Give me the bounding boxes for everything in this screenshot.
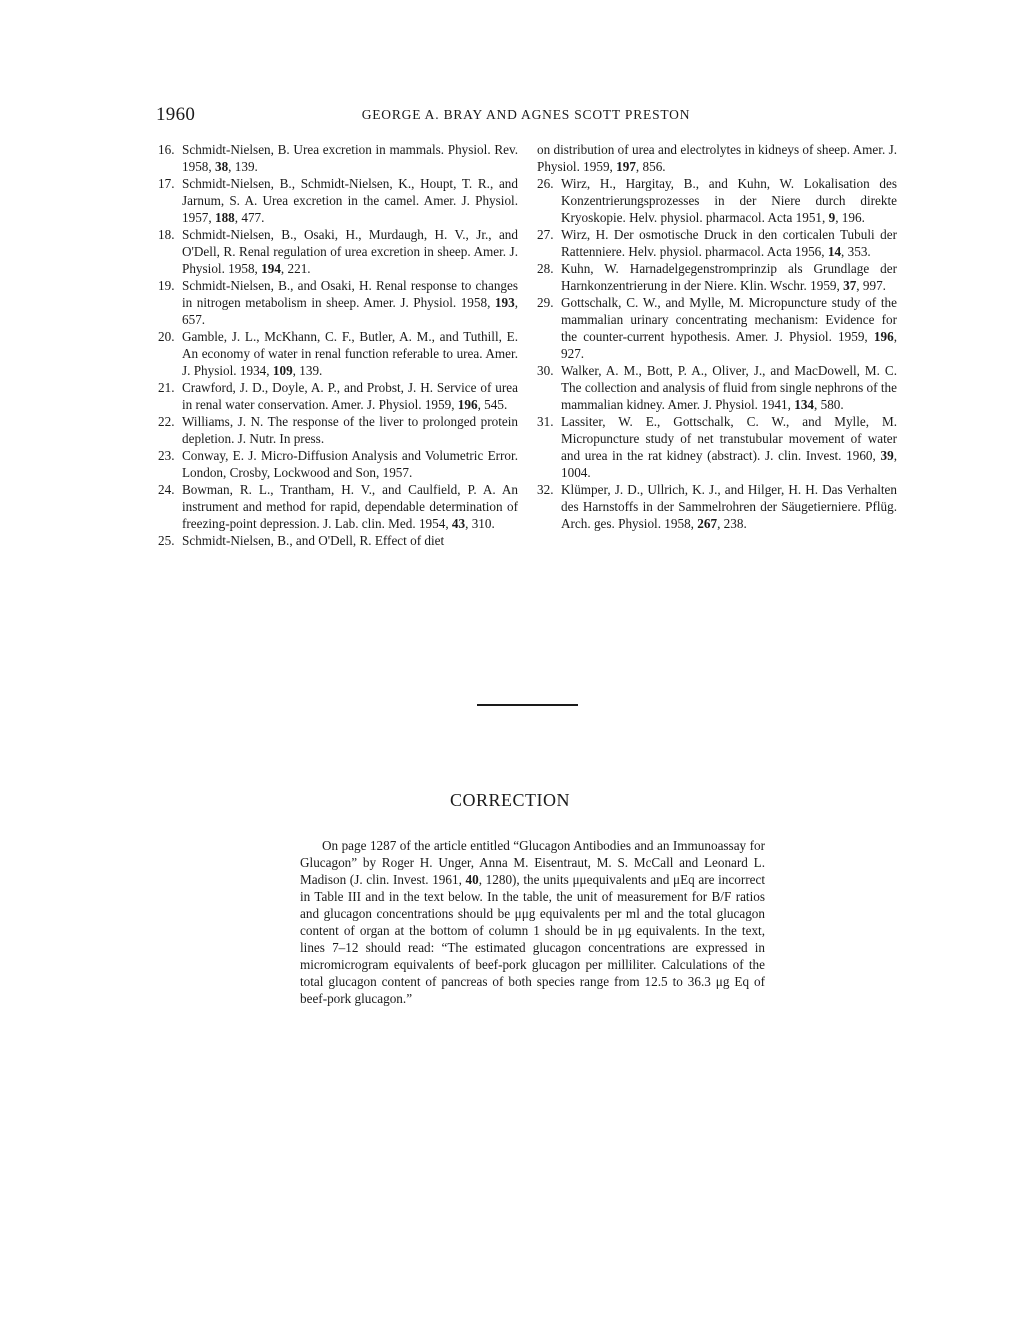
reference-item (158, 447, 518, 481)
page-number: 1960 (156, 104, 196, 125)
reference-text: Wirz, H. Der osmotische Druck in den corticalen Tubuli der Rattenniere. Helv. physiol. pharmacol. Acta 1956, 14, 353. (561, 227, 897, 259)
reference-item (537, 362, 897, 413)
reference-number: 16. (158, 142, 175, 157)
reference-item (158, 532, 518, 549)
reference-item (158, 328, 518, 379)
reference-text: Wirz, H., Hargitay, B., and Kuhn, W. Lokalisation des Konzentrierungsprozesses in der Niere durch direkte Kryoskopie. Helv. physiol. pharmacol. Acta 1951, 9, 196. (561, 176, 897, 225)
reference-item (537, 226, 897, 260)
reference-text: Klümper, J. D., Ullrich, K. J., and Hilger, H. H. Das Verhalten des Harnstoffs in der Sammelrohren der Säugetierniere. Pflüg. Arch. ges. Physiol. 1958, 267, 238. (561, 482, 897, 531)
reference-text: Schmidt-Nielsen, B., Osaki, H., Murdaugh, H. V., Jr., and O'Dell, R. Renal regulation of urea excretion in sheep. Amer. J. Physiol. 1958, 194, 221. (182, 227, 518, 276)
reference-number: 23. (158, 448, 175, 463)
reference-item (537, 175, 897, 226)
reference-item (537, 260, 897, 294)
reference-text: Williams, J. N. The response of the liver to prolonged protein depletion. J. Nutr. In press. (182, 414, 518, 446)
reference-text: Conway, E. J. Micro-Diffusion Analysis and Volumetric Error. London, Crosby, Lockwood and Son, 1957. (182, 448, 518, 480)
reference-number: 28. (537, 261, 554, 276)
reference-text: Schmidt-Nielsen, B., and O'Dell, R. Effect of diet (182, 533, 445, 548)
reference-text: Kuhn, W. Harnadelgegenstromprinzip als Grundlage der Harnkonzentrierung in der Niere. Klin. Wschr. 1959, 37, 997. (561, 261, 897, 293)
reference-item (537, 413, 897, 481)
correction-body: On page 1287 of the article entitled “Glucagon Antibodies and an Immunoassay for Glucagon” by Roger H. Unger, Anna M. Eisentraut, M. S. McCall and Leonard L. Madison (J. clin. Invest. 1961, 40, 1280), the units μμequivalents and μEq are incorrect in Table III and in the text below. In the table, the unit of measurement for B/F ratios and glucagon concentrations should be μμg equivalents per ml and the total glucagon content of organ at the bottom of column 1 should be in μg equivalents. In the text, lines 7–12 should read: “The estimated glucagon concentrations are expressed in micromicrogram equivalents of beef-pork glucagon per milliliter. Calculations of the total glucagon content of pancreas of both species range from 12.5 to 36.3 μg Eq of beef-pork glucagon.” (300, 838, 765, 1007)
reference-number: 25. (158, 533, 175, 548)
reference-number: 26. (537, 176, 554, 191)
references-left-column (158, 141, 518, 549)
reference-item (158, 413, 518, 447)
reference-number: 22. (158, 414, 175, 429)
reference-text: on distribution of urea and electrolytes in kidneys of sheep. Amer. J. Physiol. 1959, 197, 856. (537, 142, 897, 174)
reference-text: Gamble, J. L., McKhann, C. F., Butler, A. M., and Tuthill, E. An economy of water in renal function referable to urea. Amer. J. Physiol. 1934, 109, 139. (182, 329, 518, 378)
reference-number: 31. (537, 414, 554, 429)
reference-text: Gottschalk, C. W., and Mylle, M. Micropuncture study of the mammalian urinary concentrating mechanism: Evidence for the counter-current hypothesis. Amer. J. Physiol. 1959, 196, 927. (561, 295, 897, 361)
reference-number: 20. (158, 329, 175, 344)
reference-number: 29. (537, 295, 554, 310)
reference-item (158, 379, 518, 413)
reference-number: 21. (158, 380, 175, 395)
reference-text: Schmidt-Nielsen, B., and Osaki, H. Renal response to changes in nitrogen metabolism in sheep. Amer. J. Physiol. 1958, 193, 657. (182, 278, 518, 327)
reference-number: 27. (537, 227, 554, 242)
reference-item (158, 226, 518, 277)
reference-text: Schmidt-Nielsen, B. Urea excretion in mammals. Physiol. Rev. 1958, 38, 139. (182, 142, 518, 174)
reference-text: Crawford, J. D., Doyle, A. P., and Probst, J. H. Service of urea in renal water conservation. Amer. J. Physiol. 1959, 196, 545. (182, 380, 518, 412)
reference-number: 18. (158, 227, 175, 242)
reference-text: Lassiter, W. E., Gottschalk, C. W., and Mylle, M. Micropuncture study of net transtubular movement of water and urea in the rat kidney (abstract). J. clin. Invest. 1960, 39, 1004. (561, 414, 897, 480)
section-divider (477, 704, 578, 706)
reference-text: Bowman, R. L., Trantham, H. V., and Caulfield, P. A. An instrument and method for rapid, dependable determination of freezing-point depression. J. Lab. clin. Med. 1954, 43, 310. (182, 482, 518, 531)
reference-item (158, 141, 518, 175)
reference-item (537, 481, 897, 532)
reference-number: 17. (158, 176, 175, 191)
reference-number: 32. (537, 482, 554, 497)
reference-text: Schmidt-Nielsen, B., Schmidt-Nielsen, K., Houpt, T. R., and Jarnum, S. A. Urea excretion in the camel. Amer. J. Physiol. 1957, 188, 477. (182, 176, 518, 225)
reference-number: 19. (158, 278, 175, 293)
page-header (156, 104, 896, 128)
reference-25-continuation (537, 141, 897, 175)
reference-number: 24. (158, 482, 175, 497)
reference-item (158, 277, 518, 328)
reference-text: Walker, A. M., Bott, P. A., Oliver, J., and MacDowell, M. C. The collection and analysis of fluid from single nephrons of the mammalian kidney. Amer. J. Physiol. 1941, 134, 580. (561, 363, 897, 412)
running-head: GEORGE A. BRAY AND AGNES SCOTT PRESTON (361, 107, 691, 122)
reference-number: 30. (537, 363, 554, 378)
reference-item (537, 294, 897, 362)
reference-item (158, 481, 518, 532)
reference-item (158, 175, 518, 226)
correction-title: CORRECTION (449, 790, 570, 810)
references-right-column (537, 141, 897, 532)
